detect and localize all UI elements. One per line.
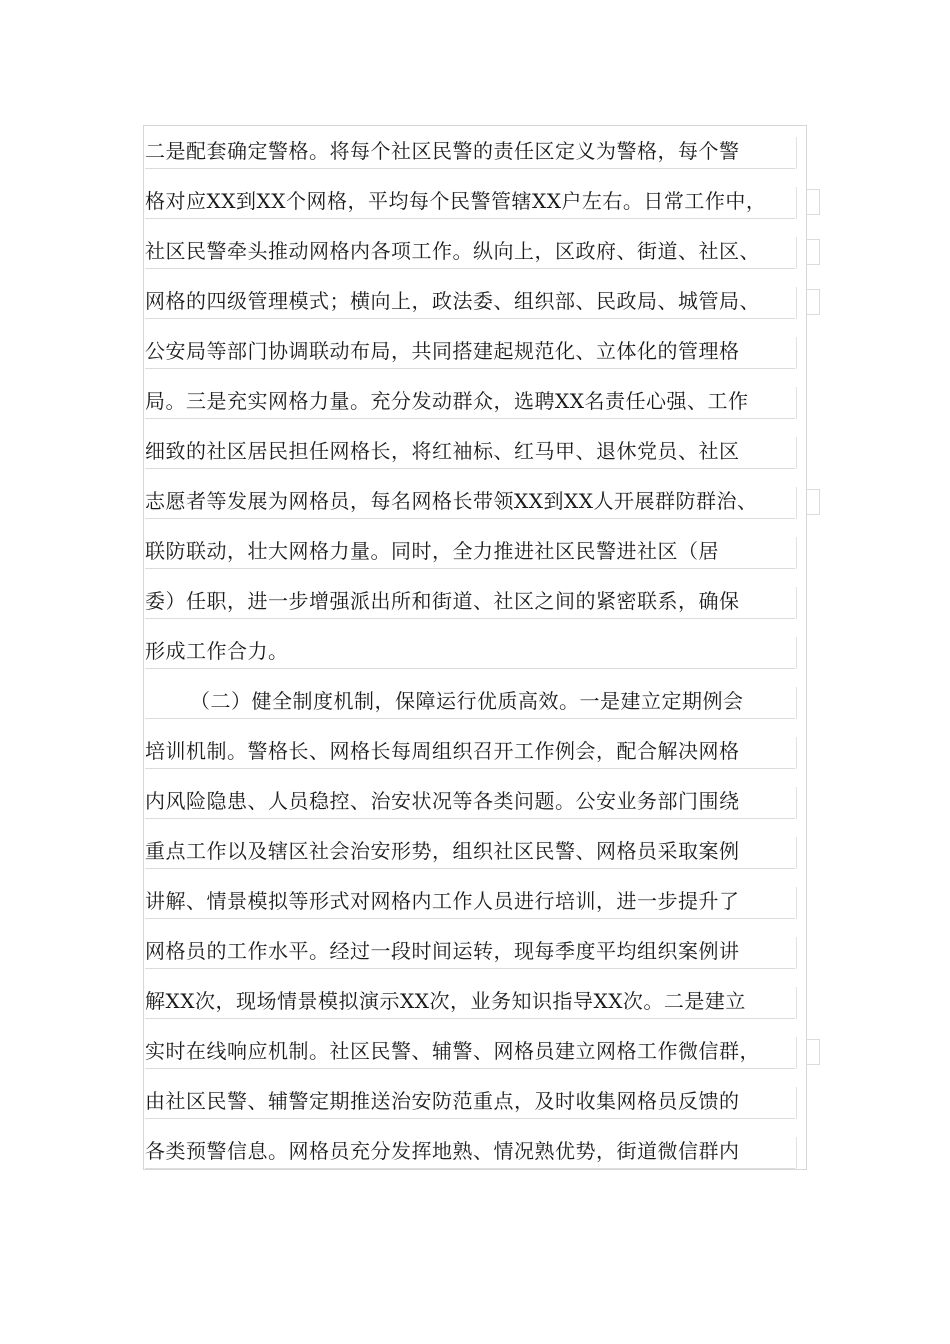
text-line: 实时在线响应机制。社区民警、辅警、网格员建立网格工作微信群，: [145, 1037, 795, 1065]
text-line: 培训机制。警格长、网格长每周组织召开工作例会，配合解决网格: [145, 737, 795, 765]
text-line: 由社区民警、辅警定期推送治安防范重点，及时收集网格员反馈的: [145, 1087, 795, 1115]
text-line: 网格员的工作水平。经过一段时间运转，现每季度平均组织案例讲: [145, 937, 795, 965]
overflow-marker: [806, 489, 820, 515]
text-line: （二）健全制度机制，保障运行优质高效。一是建立定期例会: [145, 687, 795, 715]
overflow-marker: [806, 189, 820, 215]
text-line: 局。三是充实网格力量。充分发动群众，选聘XX名责任心强、工作: [145, 387, 795, 415]
text-line: 重点工作以及辖区社会治安形势，组织社区民警、网格员采取案例: [145, 837, 795, 865]
text-line: 解XX次，现场情景模拟演示XX次，业务知识指导XX次。二是建立: [145, 987, 795, 1015]
text-line: 格对应XX到XX个网格，平均每个民警管辖XX户左右。日常工作中，: [145, 187, 795, 215]
text-line: 志愿者等发展为网格员，每名网格长带领XX到XX人开展群防群治、: [145, 487, 795, 515]
text-line: 形成工作合力。: [145, 637, 795, 665]
text-line: 委）任职，进一步增强派出所和街道、社区之间的紧密联系，确保: [145, 587, 795, 615]
text-line: 社区民警牵头推动网格内各项工作。纵向上，区政府、街道、社区、: [145, 237, 795, 265]
text-line: 联防联动，壮大网格力量。同时，全力推进社区民警进社区（居: [145, 537, 795, 565]
text-line: 公安局等部门协调联动布局，共同搭建起规范化、立体化的管理格: [145, 337, 795, 365]
overflow-marker: [806, 1039, 820, 1065]
overflow-marker: [806, 239, 820, 265]
overflow-marker: [806, 289, 820, 315]
text-line: 网格的四级管理模式；横向上，政法委、组织部、民政局、城管局、: [145, 287, 795, 315]
text-line: 二是配套确定警格。将每个社区民警的责任区定义为警格，每个警: [145, 137, 795, 165]
text-line: 讲解、情景模拟等形式对网格内工作人员进行培训，进一步提升了: [145, 887, 795, 915]
text-line: 各类预警信息。网格员充分发挥地熟、情况熟优势，街道微信群内: [145, 1137, 795, 1165]
text-line: 内风险隐患、人员稳控、治安状况等各类问题。公安业务部门围绕: [145, 787, 795, 815]
text-line: 细致的社区居民担任网格长，将红袖标、红马甲、退休党员、社区: [145, 437, 795, 465]
